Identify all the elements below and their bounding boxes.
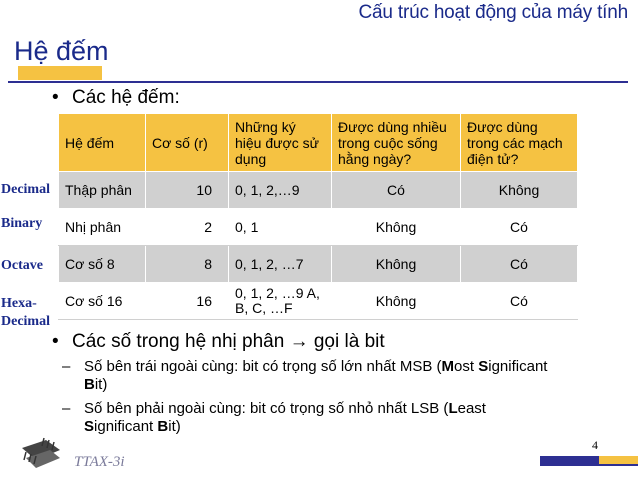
table-row — [59, 246, 578, 283]
bullet-dot-icon: • — [52, 331, 59, 352]
subitem-bold: B — [157, 418, 169, 435]
side-label-octave: Octave — [1, 258, 43, 273]
bullet-text: Các hệ đếm: — [72, 87, 180, 108]
dash-icon: – — [62, 358, 71, 375]
header-cell: Được dùng trong các mạch điện tử? — [461, 114, 578, 172]
footer-org-text: TTAX-3i — [74, 454, 125, 470]
table-row — [59, 172, 578, 209]
subitem-msb — [62, 358, 554, 394]
table-row — [59, 209, 578, 246]
table-cell: 0, 1, 2,…9 — [229, 172, 332, 209]
table-cell: Không — [332, 209, 461, 246]
table-cell: Nhị phân — [59, 209, 146, 246]
header-cell: Những ký hiệu được sử dụng — [229, 114, 332, 172]
subitem-bold: B — [84, 376, 95, 393]
table-header-row — [59, 114, 578, 172]
title-accent-box — [18, 66, 102, 80]
table-cell: 16 — [146, 283, 229, 320]
subitem-text: ignificant — [488, 358, 548, 375]
subitem-text: east — [457, 400, 486, 417]
table-cell: 0, 1, 2, …7 — [229, 246, 332, 283]
dash-icon: – — [62, 400, 71, 417]
table-cell: Có — [461, 283, 578, 320]
page-number: 4 — [592, 438, 598, 452]
table-cell: Cơ số 8 — [59, 246, 146, 283]
subitem-text: ost — [454, 358, 479, 375]
slide-header-title: Cấu trúc hoạt động của máy tính — [358, 2, 628, 23]
bullet-binary-bits — [52, 331, 385, 353]
subitem-text: Số bên phải ngoài cùng: bit có trọng số nhỏ nhất LSB ( — [84, 400, 449, 417]
side-label-hexa-line1: Hexa- — [1, 296, 37, 311]
header-cell: Cơ số (r) — [146, 114, 229, 172]
bullet-text: Các số trong hệ nhị phân → gọi là bit — [72, 331, 385, 352]
table-cell: 0, 1 — [229, 209, 332, 246]
table-cell: Có — [461, 209, 578, 246]
counting-systems-table — [58, 113, 578, 320]
header-cell: Được dùng nhiều trong cuộc sống hằng ngày? — [332, 114, 461, 172]
subitem-text: ignificant — [94, 418, 158, 435]
table-cell: Có — [332, 172, 461, 209]
bullet-counting-systems — [52, 87, 180, 109]
subitem-bold: L — [448, 400, 458, 417]
side-label-decimal: Decimal — [1, 182, 50, 197]
table-row — [59, 283, 578, 320]
table-cell: Không — [461, 172, 578, 209]
subitem-text: it) — [168, 418, 181, 435]
table-cell: Cơ số 16 — [59, 283, 146, 320]
subitem-text: it) — [94, 376, 108, 393]
footer-accent-line — [540, 464, 638, 466]
table-cell: 2 — [146, 209, 229, 246]
footer-accent-bar — [540, 456, 638, 464]
table-cell: Có — [461, 246, 578, 283]
subitem-text: Số bên trái ngoài cùng: bit có trọng số lớn nhất MSB ( — [84, 358, 442, 375]
subitem-bold: S — [84, 418, 95, 435]
subitem-bold: S — [478, 358, 489, 375]
side-label-hexa-line2: Decimal — [1, 314, 50, 329]
table-cell: 10 — [146, 172, 229, 209]
side-label-hexadecimal — [1, 295, 50, 331]
table-cell: Thập phân — [59, 172, 146, 209]
slide-title: Hệ đếm — [14, 36, 109, 66]
side-label-binary: Binary — [1, 216, 43, 231]
table-cell: Không — [332, 246, 461, 283]
title-underline — [8, 81, 628, 83]
table-cell: 0, 1, 2, …9 A, B, C, …F — [229, 283, 332, 320]
table-cell: 8 — [146, 246, 229, 283]
table-cell: Không — [332, 283, 461, 320]
subitem-lsb — [62, 400, 554, 436]
bullet-dot-icon: • — [52, 87, 59, 108]
header-cell: Hệ đếm — [59, 114, 146, 172]
chip-logo-icon — [16, 434, 64, 474]
subitem-bold: M — [441, 358, 455, 375]
